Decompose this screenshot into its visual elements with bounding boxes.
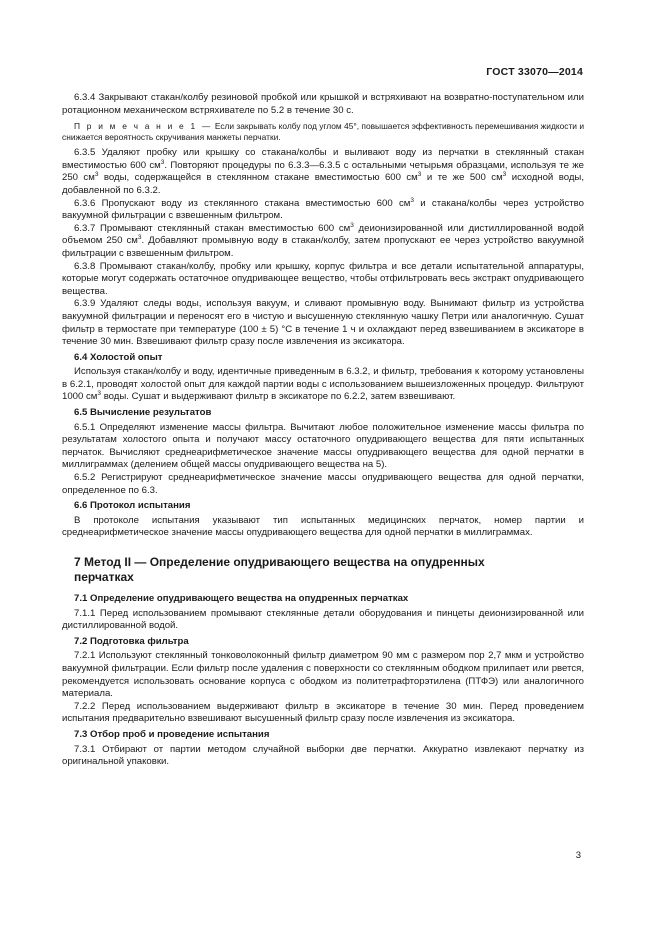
text-run: 6.3.5 Удаляют пробку или крышку со стакана/колбы и выливают воду из перчатки в стеклянный стакан вместимостью 600 см	[62, 147, 584, 171]
note-lead: П р и м е ч а н и е 1 —	[74, 121, 213, 132]
paragraph-7-2-2: 7.2.2 Перед использованием выдерживают фильтр в эксикаторе в течение 30 мин. Перед проведением испытания предварительно взвешивают высушенный фильтр сразу после извлечения из эксикатора.	[62, 700, 584, 725]
paragraph-6-3-7	[62, 223, 584, 261]
paragraph-6-3-5	[62, 147, 584, 197]
heading-6-5: 6.5 Вычисление результатов	[74, 407, 212, 419]
paragraph-6-3-8: 6.3.8 Промывают стакан/колбу, пробку или крышку, корпус фильтра и все детали испытательной аппаратуры, которые могут содержать остаточное опудривающее вещество, чтобы отфильтровать весь экстракт опудривающего вещества.	[62, 260, 584, 297]
paragraph-6-3-6	[62, 198, 584, 223]
paragraph-6-6: В протоколе испытания указывают тип испытанных медицинских перчаток, номер партии и среднеарифметическое значение массы опудривающего вещества для одной перчатки в миллиграммах.	[62, 514, 584, 539]
superscript: 3	[97, 390, 102, 398]
note-1	[62, 121, 584, 143]
heading-6-6: 6.6 Протокол испытания	[74, 500, 191, 512]
text-run: воды. Сушат и выдерживают фильтр в эксикаторе по 6.2.2, затем взвешивают.	[101, 391, 456, 403]
document-body	[62, 92, 584, 769]
text-run: исходной воды, добавленной по 6.3.2.	[62, 172, 584, 196]
paragraph-6-3-4: 6.3.4 Закрывают стакан/колбу резиновой пробкой или крышкой и встряхивают на возвратно-поступательном или ротационном механическом встряхивателе по 5.2 в течение 30 с.	[62, 92, 584, 116]
paragraph-6-4	[62, 366, 584, 404]
superscript: 3	[410, 196, 414, 204]
paragraph-6-5-2: 6.5.2 Регистрируют среднеарифметическое значение массы опудривающего вещества для одной перчатки, определенное по 6.3.	[62, 472, 584, 496]
heading-6-4: 6.4 Холостой опыт	[74, 351, 163, 363]
text-run: Используя стакан/колбу и воду, идентичные приведенным в 6.3.2, и фильтр, требования к которому установлены в 6.2.1, проводят холостой опыт для каждой партии воды с использованием вышеизложенных процедур. Фильтруют 1000 см	[62, 366, 584, 403]
text-run: деионизированной или дистиллированной водой объемом 250 см	[62, 222, 585, 247]
superscript: 3	[160, 158, 165, 166]
heading-7-2: 7.2 Подготовка фильтра	[74, 635, 189, 647]
text-run: . Добавляют промывную воду в стакан/колбу, затем пропускают ее через устройство вакуумной фильтрации с взвешенным фильтром.	[62, 235, 584, 259]
text-run: воды, содержащейся в стеклянном стакане вместимостью 600 см	[98, 172, 418, 184]
paragraph-6-3-9: 6.3.9 Удаляют следы воды, используя вакуум, и сливают промывную воду. Вынимают фильтр из устройства вакуумной фильтрации и переносят его в чистую и высушенную стеклянную чашку Петри или аналогичную. Сушат фильтр в термостате при температуре (100 ± 5) °C в течение 1 ч и охлаждают перед взвешиванием в эксикаторе в течение 30 мин. Взвешивают фильтр сразу после извлечения из эксикатора.	[62, 298, 584, 348]
superscript: 3	[350, 221, 354, 229]
heading-7-3: 7.3 Отбор проб и проведение испытания	[74, 728, 270, 740]
paragraph-7-2-1: 7.2.1 Используют стеклянный тонковолоконный фильтр диаметром 90 мм с размером пор 2,7 мкм и устройство вакуумной фильтрации. Если фильтр после удаления с поверхности со стеклянным ободком прилипает или рвется, рекомендуется использовать основание корпуса с ободком из политетрафторэтилена (ПТФЭ) или аналогичного материала.	[62, 650, 584, 700]
paragraph-6-5-1: 6.5.1 Определяют изменение массы фильтра. Вычитают любое положительное изменение массы фильтра по результатам холостого опыта и получают массу остаточного опудривающего вещества для пяти испытанных перчаток. Вычисляют среднеарифметическое значение массы опудривающего вещества для одной перчатки в миллиграммах (делением общей массы опудривающего вещества на 5).	[62, 421, 584, 471]
superscript: 3	[417, 171, 422, 179]
text-run: 6.3.6 Пропускают воду из стеклянного стакана вместимостью 600 см	[74, 197, 411, 209]
text-run: и стакана/колбы через устройство вакуумной фильтрации с взвешенным фильтром.	[62, 197, 584, 222]
text-run: и те же 500 см	[421, 172, 503, 184]
heading-7-line1: 7 Метод II — Определение опудривающего вещества на опудренных	[74, 555, 485, 569]
note-text: Если закрывать колбу под углом 45°, повышается эффективность перемешивания жидкости и снижается вероятность скручивания манжеты перчатки.	[62, 121, 585, 143]
superscript: 3	[502, 171, 507, 179]
paragraph-7-1-1: 7.1.1 Перед использованием промывают стеклянные детали оборудования и пинцеты деионизированной или дистиллированной водой.	[62, 607, 584, 632]
heading-7-1: 7.1 Определение опудривающего вещества на опудренных перчатках	[74, 593, 409, 604]
heading-7-line2: перчатках	[74, 570, 134, 584]
superscript: 3	[137, 234, 142, 242]
standard-code: ГОСТ 33070—2014	[486, 66, 583, 78]
text-run: 6.3.7 Промывают стеклянный стакан вместимостью 600 см	[74, 222, 351, 234]
heading-7	[74, 555, 584, 585]
text-run: . Повторяют процедуры по 6.3.3—6.3.5 с остальными четырьмя образцами, используя те же 250 см	[62, 159, 584, 184]
superscript: 3	[94, 171, 99, 179]
page-number: 3	[575, 850, 581, 861]
paragraph-7-3-1: 7.3.1 Отбирают от партии методом случайной выборки две перчатки. Аккуратно извлекают перчатку из оригинальной упаковки.	[62, 743, 584, 768]
